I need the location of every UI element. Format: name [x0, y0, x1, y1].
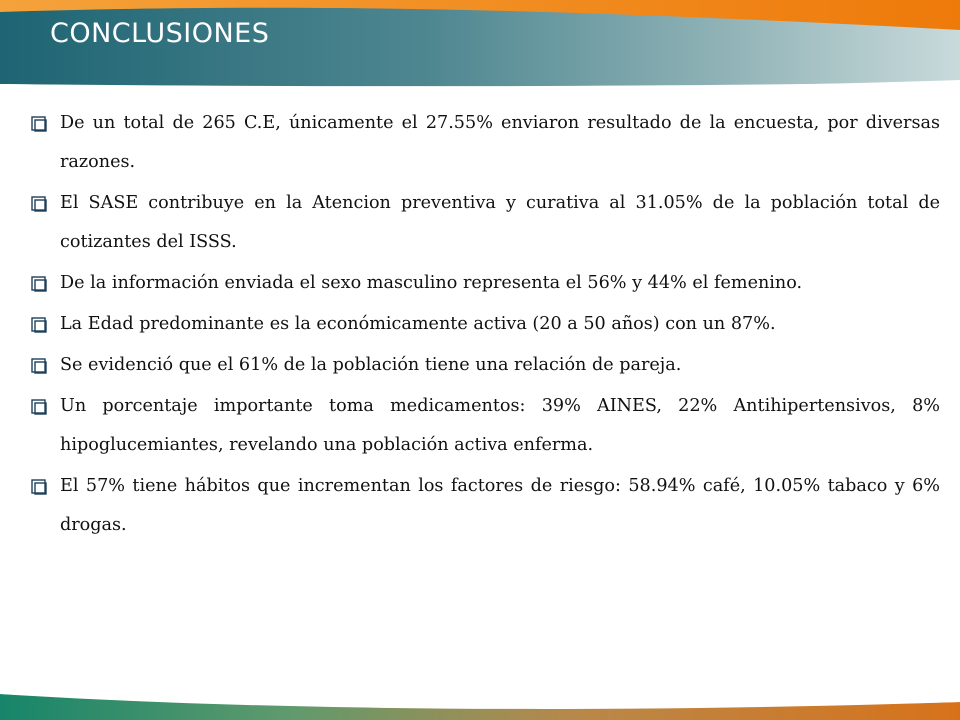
conclusions-list	[30, 104, 940, 547]
checkbox-bullet-icon	[31, 196, 47, 212]
list-item	[30, 305, 940, 344]
bullet-text: De un total de 265 C.E, únicamente el 27.55% enviaron resultado de la encuesta, por diversas razones.	[60, 113, 940, 172]
list-item	[30, 387, 940, 465]
list-item	[30, 264, 940, 303]
bullet-text: De la información enviada el sexo masculino representa el 56% y 44% el femenino.	[60, 273, 803, 293]
bullet-text: Un porcentaje importante toma medicamentos: 39% AINES, 22% Antihipertensivos, 8% hipoglucemiantes, revelando una población activa enferma.	[60, 396, 940, 455]
slide-title: CONCLUSIONES	[50, 18, 270, 49]
bullet-text: Se evidenció que el 61% de la población tiene una relación de pareja.	[60, 355, 682, 375]
checkbox-bullet-icon	[31, 399, 47, 415]
checkbox-bullet-icon	[31, 276, 47, 292]
bullet-text: El 57% tiene hábitos que incrementan los factores de riesgo: 58.94% café, 10.05% tabaco y 6% drogas.	[60, 476, 940, 535]
bullet-text: La Edad predominante es la económicamente activa (20 a 50 años) con un 87%.	[60, 314, 776, 334]
bullet-text: El SASE contribuye en la Atencion preventiva y curativa al 31.05% de la población total de cotizantes del ISSS.	[60, 193, 940, 252]
checkbox-bullet-icon	[31, 358, 47, 374]
list-item	[30, 467, 940, 545]
list-item	[30, 184, 940, 262]
checkbox-bullet-icon	[31, 116, 47, 132]
list-item	[30, 346, 940, 385]
checkbox-bullet-icon	[31, 317, 47, 333]
list-item	[30, 104, 940, 182]
header-band	[0, 0, 960, 110]
checkbox-bullet-icon	[31, 479, 47, 495]
footer-band	[0, 680, 960, 720]
